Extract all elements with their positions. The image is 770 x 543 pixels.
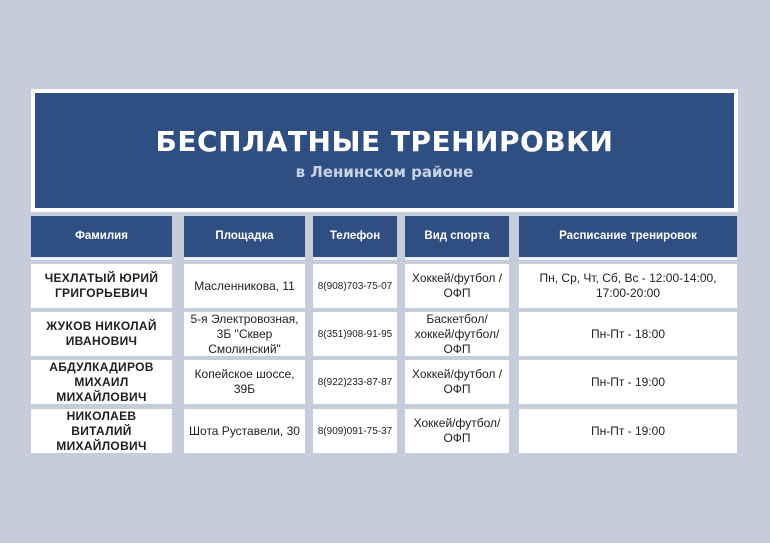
- table-row-sport: Хоккей/футбол/ ОФП: [405, 409, 509, 453]
- table-row-surname: ЖУКОВ НИКОЛАЙ ИВАНОВИЧ: [31, 312, 172, 356]
- table-row-venue: Копейское шоссе, 39Б: [184, 360, 305, 404]
- table-row-phone: 8(351)908-91-95: [313, 312, 397, 356]
- table-row-surname: ЧЕХЛАТЫЙ ЮРИЙ ГРИГОРЬЕВИЧ: [31, 264, 172, 308]
- table-row-phone: 8(909)091-75-37: [313, 409, 397, 453]
- title-banner-fill: [35, 93, 734, 208]
- table-row-surname: НИКОЛАЕВ ВИТАЛИЙ МИХАЙЛОВИЧ: [31, 409, 172, 453]
- table-row-surname: АБДУЛКАДИРОВ МИХАИЛ МИХАЙЛОВИЧ: [31, 360, 172, 404]
- page-title: БЕСПЛАТНЫЕ ТРЕНИРОВКИ: [155, 125, 614, 158]
- table-row-venue: Шота Руставели, 30: [184, 409, 305, 453]
- column-header-sport: Вид спорта: [405, 216, 509, 260]
- table-row-sport: Хоккей/футбол /ОФП: [405, 360, 509, 404]
- table-row-sport: Хоккей/футбол /ОФП: [405, 264, 509, 308]
- table-row-phone: 8(922)233-87-87: [313, 360, 397, 404]
- column-header-surname: Фамилия: [31, 216, 172, 260]
- table-row-venue: 5-я Электровозная, 3Б "Сквер Смолинский": [184, 312, 305, 356]
- page-subtitle: в Ленинском районе: [295, 163, 474, 181]
- table-row-schedule: Пн-Пт - 18:00: [519, 312, 737, 356]
- column-header-schedule: Расписание тренировок: [519, 216, 737, 260]
- title-banner: [31, 89, 738, 212]
- table-row-venue: Масленникова, 11: [184, 264, 305, 308]
- table-row-sport: Баскетбол/ хоккей/футбол/ ОФП: [405, 312, 509, 356]
- table-row-schedule: Пн-Пт - 19:00: [519, 409, 737, 453]
- column-header-phone: Телефон: [313, 216, 397, 260]
- table-row-schedule: Пн-Пт - 19:00: [519, 360, 737, 404]
- column-header-venue: Площадка: [184, 216, 305, 260]
- table-row-phone: 8(908)703-75-07: [313, 264, 397, 308]
- table-row-schedule: Пн, Ср, Чт, Сб, Вс - 12:00-14:00, 17:00-20:00: [519, 264, 737, 308]
